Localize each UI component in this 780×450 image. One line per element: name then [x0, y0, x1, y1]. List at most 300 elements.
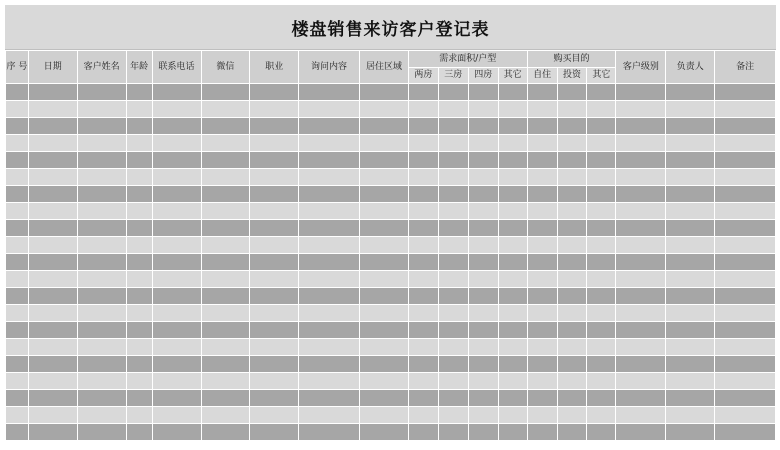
table-cell[interactable]	[527, 339, 557, 356]
table-cell[interactable]	[587, 254, 616, 271]
table-cell[interactable]	[299, 203, 360, 220]
table-cell[interactable]	[359, 203, 408, 220]
table-cell[interactable]	[299, 288, 360, 305]
table-cell[interactable]	[666, 288, 715, 305]
table-cell[interactable]	[498, 356, 527, 373]
table-cell[interactable]	[408, 237, 438, 254]
table-cell[interactable]	[28, 84, 77, 101]
table-cell[interactable]	[126, 186, 152, 203]
table-cell[interactable]	[666, 254, 715, 271]
table-cell[interactable]	[587, 237, 616, 254]
table-cell[interactable]	[359, 254, 408, 271]
table-cell[interactable]	[438, 118, 468, 135]
table-cell[interactable]	[201, 305, 250, 322]
table-cell[interactable]	[438, 322, 468, 339]
table-cell[interactable]	[126, 84, 152, 101]
table-cell[interactable]	[28, 135, 77, 152]
table-cell[interactable]	[359, 288, 408, 305]
table-cell[interactable]	[28, 339, 77, 356]
table-cell[interactable]	[77, 424, 126, 441]
table-cell[interactable]	[587, 390, 616, 407]
table-cell[interactable]	[359, 169, 408, 186]
table-cell[interactable]	[152, 254, 201, 271]
table-cell[interactable]	[126, 152, 152, 169]
table-cell[interactable]	[587, 186, 616, 203]
table-cell[interactable]	[498, 220, 527, 237]
table-cell[interactable]	[468, 356, 498, 373]
table-cell[interactable]	[498, 373, 527, 390]
table-cell[interactable]	[152, 271, 201, 288]
table-cell[interactable]	[438, 288, 468, 305]
table-cell[interactable]	[77, 152, 126, 169]
table-cell[interactable]	[201, 407, 250, 424]
table-cell[interactable]	[126, 237, 152, 254]
table-cell[interactable]	[152, 203, 201, 220]
table-cell[interactable]	[498, 237, 527, 254]
table-cell[interactable]	[6, 101, 29, 118]
table-cell[interactable]	[299, 135, 360, 152]
table-cell[interactable]	[250, 407, 299, 424]
table-cell[interactable]	[498, 203, 527, 220]
table-cell[interactable]	[77, 407, 126, 424]
table-cell[interactable]	[201, 118, 250, 135]
table-cell[interactable]	[126, 271, 152, 288]
table-cell[interactable]	[468, 373, 498, 390]
table-cell[interactable]	[438, 203, 468, 220]
table-cell[interactable]	[250, 101, 299, 118]
table-cell[interactable]	[28, 254, 77, 271]
table-cell[interactable]	[28, 424, 77, 441]
table-cell[interactable]	[77, 203, 126, 220]
table-cell[interactable]	[666, 237, 715, 254]
table-cell[interactable]	[408, 101, 438, 118]
table-cell[interactable]	[557, 169, 587, 186]
table-cell[interactable]	[299, 254, 360, 271]
table-cell[interactable]	[557, 339, 587, 356]
table-cell[interactable]	[527, 101, 557, 118]
table-cell[interactable]	[557, 220, 587, 237]
table-cell[interactable]	[299, 237, 360, 254]
table-cell[interactable]	[359, 101, 408, 118]
table-cell[interactable]	[527, 135, 557, 152]
table-cell[interactable]	[557, 152, 587, 169]
table-cell[interactable]	[126, 407, 152, 424]
table-cell[interactable]	[587, 373, 616, 390]
table-cell[interactable]	[201, 254, 250, 271]
table-cell[interactable]	[616, 169, 666, 186]
table-cell[interactable]	[299, 101, 360, 118]
table-cell[interactable]	[498, 407, 527, 424]
table-cell[interactable]	[201, 186, 250, 203]
table-cell[interactable]	[666, 152, 715, 169]
table-cell[interactable]	[201, 220, 250, 237]
table-cell[interactable]	[715, 152, 776, 169]
table-cell[interactable]	[616, 237, 666, 254]
table-cell[interactable]	[28, 186, 77, 203]
table-cell[interactable]	[715, 373, 776, 390]
table-cell[interactable]	[250, 237, 299, 254]
table-cell[interactable]	[616, 373, 666, 390]
table-cell[interactable]	[250, 254, 299, 271]
table-cell[interactable]	[28, 407, 77, 424]
table-cell[interactable]	[666, 424, 715, 441]
table-cell[interactable]	[715, 288, 776, 305]
table-cell[interactable]	[527, 152, 557, 169]
table-cell[interactable]	[250, 203, 299, 220]
table-cell[interactable]	[77, 305, 126, 322]
table-cell[interactable]	[201, 288, 250, 305]
table-cell[interactable]	[408, 407, 438, 424]
table-cell[interactable]	[587, 407, 616, 424]
table-cell[interactable]	[126, 101, 152, 118]
table-cell[interactable]	[299, 390, 360, 407]
table-cell[interactable]	[587, 424, 616, 441]
table-cell[interactable]	[201, 339, 250, 356]
table-cell[interactable]	[359, 118, 408, 135]
table-cell[interactable]	[6, 271, 29, 288]
table-cell[interactable]	[6, 135, 29, 152]
table-cell[interactable]	[498, 305, 527, 322]
table-cell[interactable]	[587, 203, 616, 220]
table-cell[interactable]	[359, 390, 408, 407]
table-cell[interactable]	[527, 237, 557, 254]
table-cell[interactable]	[299, 407, 360, 424]
table-cell[interactable]	[28, 101, 77, 118]
table-cell[interactable]	[616, 339, 666, 356]
table-cell[interactable]	[715, 118, 776, 135]
table-cell[interactable]	[6, 390, 29, 407]
table-cell[interactable]	[126, 339, 152, 356]
table-cell[interactable]	[201, 424, 250, 441]
table-cell[interactable]	[408, 424, 438, 441]
table-cell[interactable]	[438, 220, 468, 237]
table-cell[interactable]	[28, 373, 77, 390]
table-cell[interactable]	[666, 203, 715, 220]
table-cell[interactable]	[359, 237, 408, 254]
table-cell[interactable]	[126, 220, 152, 237]
table-cell[interactable]	[527, 356, 557, 373]
table-cell[interactable]	[527, 118, 557, 135]
table-cell[interactable]	[438, 373, 468, 390]
table-cell[interactable]	[250, 135, 299, 152]
table-cell[interactable]	[408, 339, 438, 356]
table-cell[interactable]	[666, 118, 715, 135]
table-cell[interactable]	[468, 101, 498, 118]
table-cell[interactable]	[616, 322, 666, 339]
table-cell[interactable]	[587, 152, 616, 169]
table-cell[interactable]	[408, 305, 438, 322]
table-cell[interactable]	[616, 288, 666, 305]
table-cell[interactable]	[715, 424, 776, 441]
table-cell[interactable]	[527, 186, 557, 203]
table-cell[interactable]	[666, 169, 715, 186]
table-cell[interactable]	[152, 118, 201, 135]
table-cell[interactable]	[77, 373, 126, 390]
table-cell[interactable]	[587, 220, 616, 237]
table-cell[interactable]	[359, 152, 408, 169]
table-cell[interactable]	[6, 288, 29, 305]
table-cell[interactable]	[468, 271, 498, 288]
table-cell[interactable]	[498, 186, 527, 203]
table-cell[interactable]	[527, 203, 557, 220]
table-cell[interactable]	[468, 118, 498, 135]
table-cell[interactable]	[557, 424, 587, 441]
table-cell[interactable]	[527, 424, 557, 441]
table-cell[interactable]	[28, 203, 77, 220]
table-cell[interactable]	[28, 152, 77, 169]
table-cell[interactable]	[408, 271, 438, 288]
table-cell[interactable]	[666, 322, 715, 339]
table-cell[interactable]	[299, 169, 360, 186]
table-cell[interactable]	[587, 339, 616, 356]
table-cell[interactable]	[201, 390, 250, 407]
table-cell[interactable]	[666, 271, 715, 288]
table-cell[interactable]	[126, 390, 152, 407]
table-cell[interactable]	[557, 118, 587, 135]
table-cell[interactable]	[152, 220, 201, 237]
table-cell[interactable]	[715, 169, 776, 186]
table-cell[interactable]	[201, 373, 250, 390]
table-cell[interactable]	[438, 271, 468, 288]
table-cell[interactable]	[616, 84, 666, 101]
table-cell[interactable]	[77, 135, 126, 152]
table-cell[interactable]	[126, 169, 152, 186]
table-cell[interactable]	[715, 390, 776, 407]
table-cell[interactable]	[152, 84, 201, 101]
table-cell[interactable]	[498, 271, 527, 288]
table-cell[interactable]	[126, 135, 152, 152]
table-cell[interactable]	[468, 424, 498, 441]
table-cell[interactable]	[359, 135, 408, 152]
table-cell[interactable]	[250, 288, 299, 305]
table-cell[interactable]	[250, 339, 299, 356]
table-cell[interactable]	[77, 356, 126, 373]
table-cell[interactable]	[152, 186, 201, 203]
table-cell[interactable]	[527, 271, 557, 288]
table-cell[interactable]	[616, 118, 666, 135]
table-cell[interactable]	[666, 407, 715, 424]
table-cell[interactable]	[408, 288, 438, 305]
table-cell[interactable]	[666, 135, 715, 152]
table-cell[interactable]	[299, 220, 360, 237]
table-cell[interactable]	[408, 186, 438, 203]
table-cell[interactable]	[666, 101, 715, 118]
table-cell[interactable]	[666, 390, 715, 407]
table-cell[interactable]	[152, 152, 201, 169]
table-cell[interactable]	[408, 220, 438, 237]
table-cell[interactable]	[468, 254, 498, 271]
table-cell[interactable]	[77, 390, 126, 407]
table-cell[interactable]	[666, 373, 715, 390]
table-cell[interactable]	[6, 322, 29, 339]
table-cell[interactable]	[715, 220, 776, 237]
table-cell[interactable]	[6, 237, 29, 254]
table-cell[interactable]	[438, 407, 468, 424]
table-cell[interactable]	[126, 424, 152, 441]
table-cell[interactable]	[438, 237, 468, 254]
table-cell[interactable]	[28, 288, 77, 305]
table-cell[interactable]	[438, 84, 468, 101]
table-cell[interactable]	[299, 356, 360, 373]
table-cell[interactable]	[715, 135, 776, 152]
table-cell[interactable]	[715, 339, 776, 356]
table-cell[interactable]	[408, 254, 438, 271]
table-cell[interactable]	[6, 407, 29, 424]
table-cell[interactable]	[28, 390, 77, 407]
table-cell[interactable]	[557, 271, 587, 288]
table-cell[interactable]	[557, 203, 587, 220]
table-cell[interactable]	[438, 152, 468, 169]
table-cell[interactable]	[587, 356, 616, 373]
table-cell[interactable]	[715, 203, 776, 220]
table-cell[interactable]	[152, 288, 201, 305]
table-cell[interactable]	[527, 169, 557, 186]
table-cell[interactable]	[250, 322, 299, 339]
table-cell[interactable]	[527, 390, 557, 407]
table-cell[interactable]	[299, 84, 360, 101]
table-cell[interactable]	[468, 84, 498, 101]
table-cell[interactable]	[616, 101, 666, 118]
table-cell[interactable]	[77, 271, 126, 288]
table-cell[interactable]	[498, 339, 527, 356]
table-cell[interactable]	[6, 305, 29, 322]
table-cell[interactable]	[152, 135, 201, 152]
table-cell[interactable]	[359, 407, 408, 424]
table-cell[interactable]	[359, 186, 408, 203]
table-cell[interactable]	[28, 322, 77, 339]
table-cell[interactable]	[6, 424, 29, 441]
table-cell[interactable]	[250, 305, 299, 322]
table-cell[interactable]	[616, 203, 666, 220]
table-cell[interactable]	[468, 305, 498, 322]
table-cell[interactable]	[557, 288, 587, 305]
table-cell[interactable]	[666, 339, 715, 356]
table-cell[interactable]	[250, 271, 299, 288]
table-cell[interactable]	[438, 424, 468, 441]
table-cell[interactable]	[498, 152, 527, 169]
table-cell[interactable]	[6, 186, 29, 203]
table-cell[interactable]	[201, 356, 250, 373]
table-cell[interactable]	[587, 101, 616, 118]
table-cell[interactable]	[299, 305, 360, 322]
table-cell[interactable]	[498, 169, 527, 186]
table-cell[interactable]	[299, 339, 360, 356]
table-cell[interactable]	[77, 84, 126, 101]
table-cell[interactable]	[616, 305, 666, 322]
table-cell[interactable]	[498, 135, 527, 152]
table-cell[interactable]	[152, 373, 201, 390]
table-cell[interactable]	[587, 118, 616, 135]
table-cell[interactable]	[250, 84, 299, 101]
table-cell[interactable]	[299, 118, 360, 135]
table-cell[interactable]	[616, 407, 666, 424]
table-cell[interactable]	[250, 118, 299, 135]
table-cell[interactable]	[715, 84, 776, 101]
table-cell[interactable]	[6, 84, 29, 101]
table-cell[interactable]	[6, 220, 29, 237]
table-cell[interactable]	[498, 118, 527, 135]
table-cell[interactable]	[250, 152, 299, 169]
table-cell[interactable]	[498, 101, 527, 118]
table-cell[interactable]	[201, 322, 250, 339]
table-cell[interactable]	[616, 186, 666, 203]
table-cell[interactable]	[201, 203, 250, 220]
table-cell[interactable]	[250, 220, 299, 237]
table-cell[interactable]	[359, 220, 408, 237]
table-cell[interactable]	[557, 254, 587, 271]
table-cell[interactable]	[468, 390, 498, 407]
table-cell[interactable]	[438, 305, 468, 322]
table-cell[interactable]	[152, 407, 201, 424]
table-cell[interactable]	[587, 169, 616, 186]
table-cell[interactable]	[438, 339, 468, 356]
table-cell[interactable]	[587, 288, 616, 305]
table-cell[interactable]	[587, 322, 616, 339]
table-cell[interactable]	[715, 407, 776, 424]
table-cell[interactable]	[28, 237, 77, 254]
table-cell[interactable]	[468, 186, 498, 203]
table-cell[interactable]	[557, 356, 587, 373]
table-cell[interactable]	[359, 84, 408, 101]
table-cell[interactable]	[557, 135, 587, 152]
table-cell[interactable]	[715, 305, 776, 322]
table-cell[interactable]	[359, 356, 408, 373]
table-cell[interactable]	[77, 118, 126, 135]
table-cell[interactable]	[126, 373, 152, 390]
table-cell[interactable]	[28, 118, 77, 135]
table-cell[interactable]	[77, 339, 126, 356]
table-cell[interactable]	[498, 254, 527, 271]
table-cell[interactable]	[359, 271, 408, 288]
table-cell[interactable]	[201, 169, 250, 186]
table-cell[interactable]	[616, 390, 666, 407]
table-cell[interactable]	[77, 254, 126, 271]
table-cell[interactable]	[498, 322, 527, 339]
table-cell[interactable]	[715, 101, 776, 118]
table-cell[interactable]	[126, 305, 152, 322]
table-cell[interactable]	[201, 271, 250, 288]
table-cell[interactable]	[28, 305, 77, 322]
table-cell[interactable]	[126, 118, 152, 135]
table-cell[interactable]	[498, 390, 527, 407]
table-cell[interactable]	[152, 356, 201, 373]
table-cell[interactable]	[527, 288, 557, 305]
table-cell[interactable]	[527, 373, 557, 390]
table-cell[interactable]	[6, 203, 29, 220]
table-cell[interactable]	[359, 305, 408, 322]
table-cell[interactable]	[557, 186, 587, 203]
table-cell[interactable]	[250, 169, 299, 186]
table-cell[interactable]	[666, 84, 715, 101]
table-cell[interactable]	[468, 152, 498, 169]
table-cell[interactable]	[587, 305, 616, 322]
table-cell[interactable]	[359, 373, 408, 390]
table-cell[interactable]	[77, 237, 126, 254]
table-cell[interactable]	[438, 135, 468, 152]
table-cell[interactable]	[250, 356, 299, 373]
table-cell[interactable]	[527, 407, 557, 424]
table-cell[interactable]	[468, 407, 498, 424]
table-cell[interactable]	[201, 101, 250, 118]
table-cell[interactable]	[468, 169, 498, 186]
table-cell[interactable]	[152, 305, 201, 322]
table-cell[interactable]	[152, 169, 201, 186]
table-cell[interactable]	[468, 220, 498, 237]
table-cell[interactable]	[616, 152, 666, 169]
table-cell[interactable]	[527, 322, 557, 339]
table-cell[interactable]	[527, 305, 557, 322]
table-cell[interactable]	[715, 254, 776, 271]
